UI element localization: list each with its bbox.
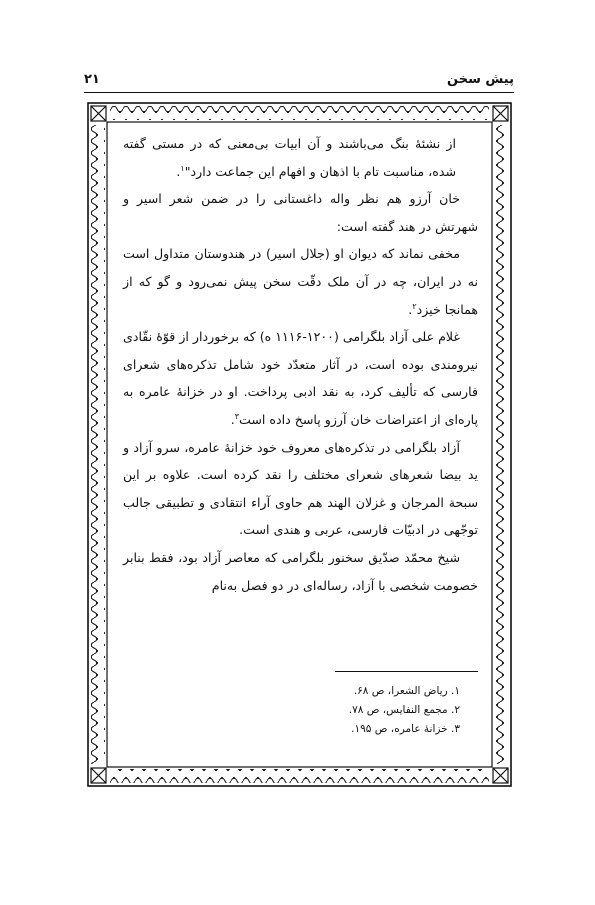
paragraph xyxy=(123,185,478,240)
body-text xyxy=(123,130,478,599)
footnote: ۱. ریاض الشعرا، ص ۶۸. xyxy=(353,685,460,697)
footnote: ۳. خزانهٔ عامره، ص ۱۹۵. xyxy=(351,723,460,735)
paragraph: غلام علی آزاد بلگرامی (۱۲۰۰-۱۱۱۶ ه) که برخوردار از قوّهٔ نقّادی نیرومندی بوده است، در آثار متعدّد خود شامل تذکره‌های شعرای فارسی که تألیف کرد، به نقد ادبی پرداخت. او در خزانهٔ عامره به پاره‌ای از اعتراضات خان آرزو پاسخ داده است$^۳$. xyxy=(123,329,478,427)
footnote-ref: ۳ xyxy=(234,411,239,421)
paragraph: مخفی نماند که دیوان او (جلال اسیر) در هندوستان متداول است نه در ایران، چه در آن ملک دقّت سخن پیش نمی‌رود و گو که از همانجا خیزد$^۲$. xyxy=(123,246,478,317)
footnote-ref: ۲ xyxy=(412,301,417,311)
running-header xyxy=(84,68,514,94)
paragraph-text: غلام علی آزاد بلگرامی (۱۲۰۰-۱۱۱۶ ه) که برخوردار از قوّهٔ نقّادی نیرومندی بوده است، در آثار متعدّد خود شامل تذکره‌های شعرای فارسی که تألیف کرد، به نقد ادبی پرداخت. او در خزانهٔ عامره به پاره‌ای از اعتراضات خان آرزو پاسخ داده است xyxy=(123,329,478,427)
footnotes xyxy=(123,682,478,739)
paragraph-text: از نشئهٔ بنگ می‌باشند و آن ابیات بی‌معنی که در مستی گفته شده، مناسبت تام با اذهان و افهام این جماعت دارد" xyxy=(123,136,456,179)
header-rule xyxy=(84,92,514,93)
footnote: ۲. مجمع النفایس، ص ۷۸. xyxy=(348,704,460,716)
paragraph xyxy=(123,434,478,544)
paragraph-text: مخفی نماند که دیوان او (جلال اسیر) در هندوستان متداول است نه در ایران، چه در آن ملک دقّت سخن پیش نمی‌رود و گو که از همانجا خیزد xyxy=(123,246,478,317)
footnote-rule xyxy=(335,671,478,672)
page-number: ۲۱ xyxy=(84,72,100,87)
paragraph-text: شیخ محمّد صدّیق سخنور بلگرامی که معاصر آزاد بود، فقط بنابر خصومت شخصی با آزاد، رساله‌ای در دو فصل به‌نام xyxy=(123,549,478,593)
paragraph-text: خان آرزو هم نظر واله داغستانی را در ضمن شعر اسیر و شهرتش در هند گفته است: xyxy=(123,191,478,234)
paragraph-text: آزاد بلگرامی در تذکره‌های معروف خود خزانهٔ عامره، سرو آزاد و ید بیضا شعرهای شعرای مختلف را نقد کرده است. علاوه بر این سبحة المرجان و غزلان الهند هم حاوی آراء انتقادی و تطبیقی جالب توجّهی در ادبیّات فارسی، عربی و هندی است. xyxy=(123,439,478,538)
paragraph: از نشئهٔ بنگ می‌باشند و آن ابیات بی‌معنی که در مستی گفته شده، مناسبت تام با اذهان و افهام این جماعت دارد"$^۱$. xyxy=(123,136,456,179)
paragraph xyxy=(123,544,478,599)
running-title: پیش سخن xyxy=(447,72,514,87)
footnote-ref: ۱ xyxy=(180,163,185,173)
